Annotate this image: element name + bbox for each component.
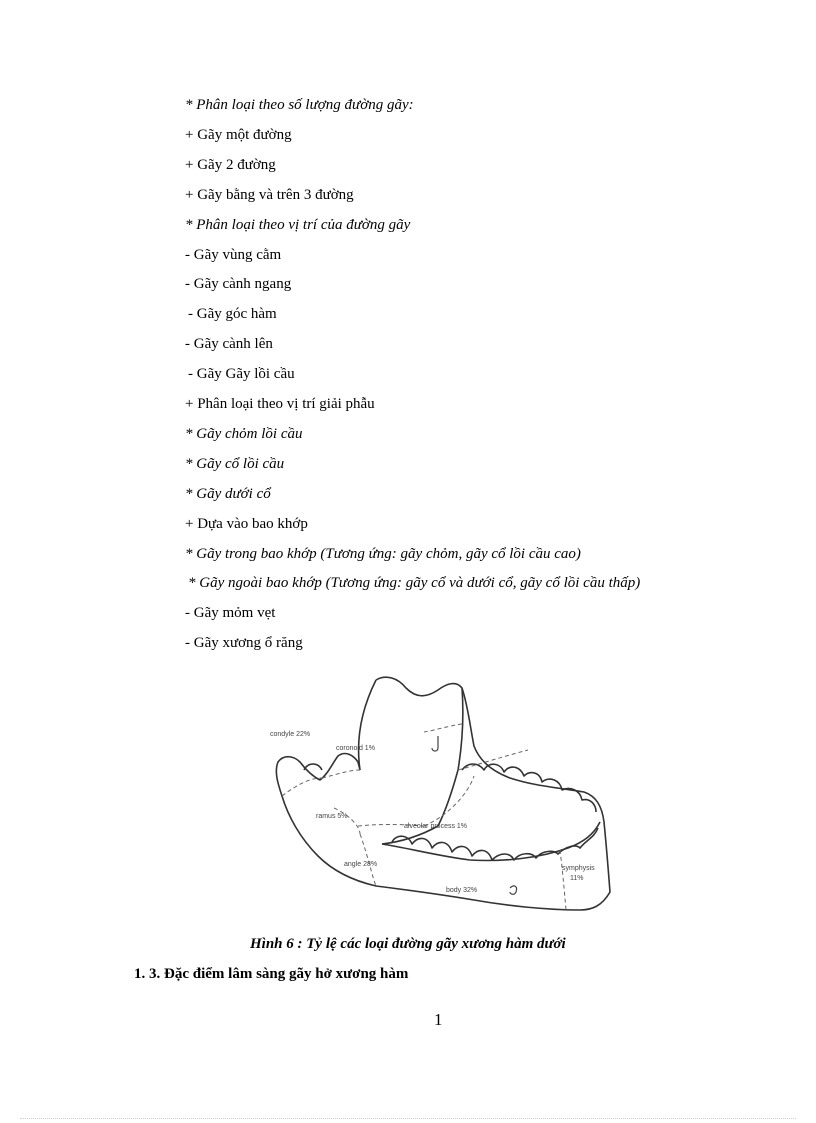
page-number: 1 xyxy=(434,1010,443,1029)
text-line: + Gãy 2 đường xyxy=(185,156,276,173)
mandible-fracture-figure xyxy=(248,666,616,924)
figure-caption: Hình 6 : Tỷ lệ các loại đường gãy xương hàm dưới xyxy=(250,936,566,952)
label-condyle: condyle 22% xyxy=(270,731,311,738)
label-coronoid: coronoid 1% xyxy=(336,745,375,752)
text-line: - Gãy cành lên xyxy=(185,336,273,353)
text-line: + Dựa vào bao khớp xyxy=(185,515,308,532)
label-alveolar: alveolar process 1% xyxy=(404,823,468,830)
footer-divider xyxy=(20,1118,796,1119)
text-line: * Gãy dưới cổ xyxy=(185,485,271,502)
text-line: * Gãy chỏm lồi cầu xyxy=(185,425,303,442)
text-line: + Gãy bằng và trên 3 đường xyxy=(185,186,354,203)
label-angle: angle 28% xyxy=(344,861,378,868)
text-line: * Phân loại theo số lượng đường gãy: xyxy=(185,97,414,113)
text-line: * Phân loại theo vị trí của đường gãy xyxy=(185,216,411,233)
text-line: * Gãy trong bao khớp (Tương ứng: gãy chỏm, gãy cổ lồi cầu cao) xyxy=(185,545,581,562)
text-line: - Gãy mỏm vẹt xyxy=(185,605,276,622)
text-line: - Gãy góc hàm xyxy=(188,306,277,323)
text-line: - Gãy cành ngang xyxy=(185,276,292,293)
text-line: - Gãy Gãy lồi cầu xyxy=(188,366,295,383)
text-line: + Phân loại theo vị trí giải phẫu xyxy=(185,396,375,412)
label-symphysis-pct: 11% xyxy=(570,875,584,882)
label-symphysis: symphysis xyxy=(562,865,595,872)
mandible-illustration xyxy=(248,666,616,924)
text-line: - Gãy vùng cằm xyxy=(185,246,282,263)
section-heading: 1. 3. Đặc điểm lâm sàng gãy hở xương hàm xyxy=(134,966,409,982)
text-line: * Gãy ngoài bao khớp (Tương ứng: gãy cổ và dưới cổ, gãy cổ lồi cầu thấp) xyxy=(188,575,641,592)
text-line: * Gãy cổ lồi cầu xyxy=(185,455,285,472)
text-line: + Gãy một đường xyxy=(185,126,292,143)
label-ramus: ramus 5% xyxy=(316,813,348,820)
label-body: body 32% xyxy=(446,887,478,894)
text-line: - Gãy xương ổ răng xyxy=(185,635,303,652)
